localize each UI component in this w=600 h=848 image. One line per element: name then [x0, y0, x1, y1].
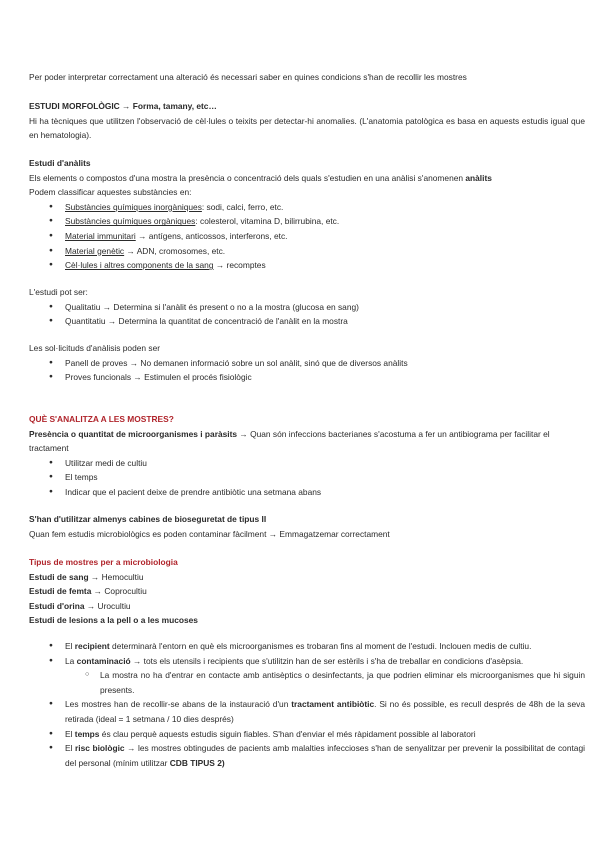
- sollicituds-intro: Les sol·licituds d'anàlisis poden ser: [29, 343, 161, 353]
- section-estudi: [29, 285, 585, 329]
- list-item: ● Proves funcionals → Estimulen el procés fisiològic: [29, 370, 585, 385]
- item-text: El: [65, 641, 75, 651]
- item-term: tractament antibiòtic: [291, 699, 375, 710]
- list-item: [29, 741, 585, 770]
- tipus-value: → Coprocultiu: [91, 586, 147, 597]
- estudi-list: [29, 300, 585, 329]
- tipus-line: [29, 599, 585, 614]
- list-item: ● Quantitatiu → Determina la quantitat de concentració de l'anàlit en la mostra: [29, 314, 585, 329]
- item-term: risc biològic: [75, 743, 125, 754]
- item-term: CDB TIPUS 2): [169, 757, 225, 768]
- list-item-text: → ADN, cromosomes, etc.: [124, 245, 226, 256]
- list-item: [29, 654, 585, 669]
- sub-list-item: ○ La mostra no ha d'entrar en contacte amb antisèptics o desinfectants, ja que podrien eliminar els microorganismes que hi siguin presents.: [29, 668, 585, 697]
- list-item-term: Substàncies químiques orgàniques: [65, 216, 196, 227]
- list-item: [29, 697, 585, 726]
- list-item: [29, 200, 585, 215]
- que-list: [29, 456, 585, 500]
- que-text: → Quan són infeccions bacterianes s'acostuma a fer un antibiograma per facilitar el tractament: [29, 428, 550, 454]
- section-tipus-mostres: [29, 555, 585, 628]
- list-item: ● El temps: [29, 470, 585, 485]
- tipus-label: Estudi de sang: [29, 571, 89, 582]
- tipus-line: [29, 584, 585, 599]
- tipus-line: [29, 570, 585, 585]
- item-text: El: [65, 743, 75, 754]
- heading-que-analitza: QUÈ S'ANALITZA A LES MOSTRES?: [29, 414, 174, 424]
- list-item-text: : sodi, calci, ferro, etc.: [201, 201, 284, 212]
- estudi-intro: L'estudi pot ser:: [29, 287, 88, 297]
- section-cabines: [29, 512, 585, 541]
- sollicituds-list: [29, 356, 585, 385]
- list-item-text: → antígens, anticossos, interferons, etc.: [135, 230, 288, 241]
- list-item: [29, 214, 585, 229]
- que-paragraph: [29, 427, 585, 456]
- item-text: → tots els utensils i recipients que s'utilitzin han de ser estèrils i s'ha de treballar en condicions d'asèpsia.: [130, 655, 524, 666]
- list-item: [29, 727, 585, 742]
- list-item: [29, 229, 585, 244]
- list-item-term: Substàncies químiques inorgàniques: [65, 201, 202, 212]
- heading-tipus-mostres: Tipus de mostres per a microbiologia: [29, 557, 178, 567]
- final-list: [29, 639, 585, 770]
- tipus-label: Estudi de lesions a la pell o a les mucoses: [29, 615, 198, 626]
- analits-classify: Podem classificar aquestes substàncies en:: [29, 187, 192, 198]
- heading-morfologic: ESTUDI MORFOLÒGIC → Forma, tamany, etc…: [29, 101, 217, 111]
- item-text: és clau perquè aquests estudis siguin fiables. S'han d'enviar el més ràpidament possible al laboratori: [99, 728, 476, 739]
- section-que-analitza: [29, 412, 585, 500]
- section-morfologic: [29, 99, 585, 143]
- list-item: ● Qualitatiu → Determina si l'anàlit és present o no a la mostra (glucosa en sang): [29, 300, 585, 315]
- tipus-label: Estudi d'orina: [29, 600, 85, 611]
- item-text: . Si no és possible, es recull després de 48h de la seva retirada (ideal = 1 setmana / 10 dies després): [65, 699, 585, 724]
- item-text: → les mostres obtingudes de pacients amb malalties infeccioses s'han de senyalitzar per prevenir la possibilitat de contagi del personal (mínim utilitzar: [65, 743, 585, 768]
- item-text: Les mostres han de recollir-se abans de la instauració d'un: [65, 699, 292, 710]
- list-item: [29, 244, 585, 259]
- analits-definition: [29, 171, 585, 186]
- list-item: ● Indicar que el pacient deixe de prendre antibiòtic una setmana abans: [29, 485, 585, 500]
- list-item: [29, 258, 585, 273]
- que-bold: Presència o quantitat de microorganismes i paràsits: [29, 428, 238, 439]
- list-item: [29, 639, 585, 654]
- item-term: contaminació: [76, 655, 131, 666]
- section-sollicituds: [29, 341, 585, 385]
- list-item: ● Panell de proves → No demanen informació sobre un sol anàlit, sinó que de diversos anàlits: [29, 356, 585, 371]
- item-text: La: [65, 655, 77, 666]
- item-term: temps: [74, 728, 100, 739]
- item-text: El: [65, 728, 75, 739]
- list-item-term: Material immunitari: [65, 230, 136, 241]
- section-analits: [29, 156, 585, 273]
- item-text: determinarà l'entorn en què els microorganismes es trobaran fins al moment de l'estudi. Inclouen medis de cultiu.: [109, 641, 532, 651]
- analits-def-text: Els elements o compostos d'una mostra la presència o concentració dels quals s'estudien en una anàlisi s'anomenen: [29, 172, 466, 183]
- item-term: recipient: [74, 641, 110, 651]
- intro-paragraph: Per poder interpretar correctament una alteració és necessari saber en quines condicions s'han de recollir les mostres: [29, 72, 467, 82]
- cabines-text: Quan fem estudis microbiològics es poden contaminar fàcilment → Emmagatzemar correctament: [29, 528, 390, 539]
- tipus-label: Estudi de femta: [29, 586, 92, 597]
- list-item-term: Material genètic: [65, 245, 125, 256]
- list-item-term: Cèl·lules i altres components de la sang: [65, 260, 214, 271]
- tipus-value: → Hemocultiu: [88, 571, 144, 582]
- list-item-text: → recomptes: [213, 260, 266, 271]
- tipus-value: → Urocultiu: [84, 600, 131, 611]
- list-item: ● Utilitzar medi de cultiu: [29, 456, 585, 471]
- tipus-line: [29, 613, 585, 628]
- heading-analits: Estudi d'anàlits: [29, 158, 91, 168]
- list-item-text: : colesterol, vitamina D, bilirrubina, etc.: [195, 216, 340, 227]
- text-morfologic: Hi ha tècniques que utilitzen l'observació de cèl·lules o teixits per detectar-hi anomalies. (L'anatomia patològica es basa en aquests estudis igual que en hematologia).: [29, 115, 585, 141]
- analits-list: [29, 200, 585, 273]
- analits-def-term: anàlits: [465, 172, 492, 183]
- cabines-heading: S'han d'utilitzar almenys cabines de bioseguretat de tipus II: [29, 514, 267, 524]
